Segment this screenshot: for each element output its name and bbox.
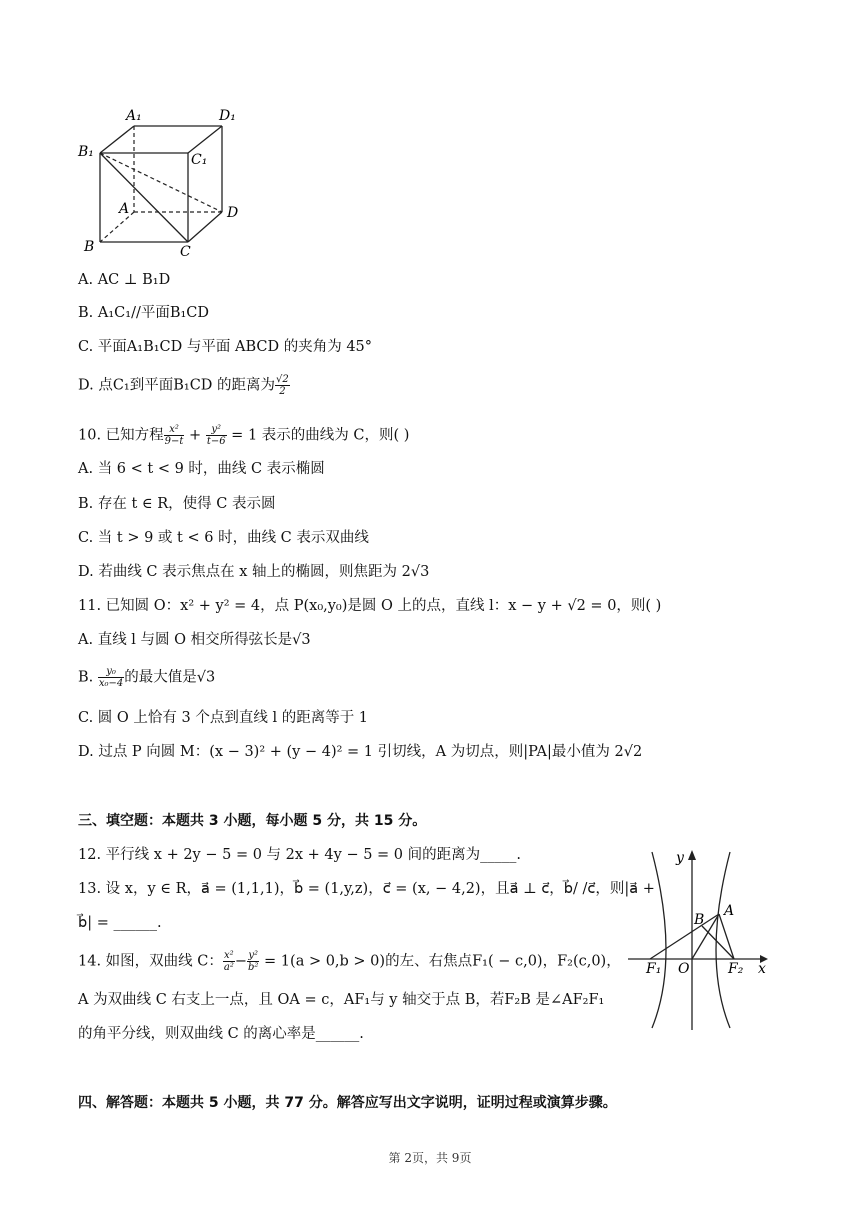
label-F2: F₂ (728, 961, 744, 977)
fraction-denominator: b² (248, 962, 259, 973)
q11-option-b-suffix: 的最大值是√3 (124, 669, 216, 686)
q11-stem: 11. 已知圆 O：x² + y² = 4，点 P(x₀,y₀)是圆 O 上的点，直线 l：x − y + √2 = 0，则( ) (78, 598, 662, 614)
fraction (164, 424, 185, 447)
fraction-numerator: y₀ (98, 666, 124, 678)
fraction-denominator: x₀−4 (98, 678, 124, 689)
q9-option-c: C. 平面A₁B₁CD 与平面 ABCD 的夹角为 45° (78, 339, 373, 355)
fraction-denominator: a² (223, 962, 234, 973)
plus-sign: + (189, 427, 202, 444)
label-D: D (227, 205, 239, 221)
q10-option-a: A. 当 6 < t < 9 时，曲线 C 表示椭圆 (78, 461, 325, 477)
label-C: C (180, 244, 191, 260)
fraction-numerator: √2 (276, 374, 289, 385)
q11-option-d: D. 过点 P 向圆 M：(x − 3)² + (y − 4)² = 1 引切线，A 为切点，则|PA|最小值为 2√2 (78, 744, 643, 760)
label-y-axis: y (676, 850, 684, 866)
fraction-denominator: 2 (279, 386, 286, 397)
q14-line3: 的角平分线，则双曲线 C 的离心率是______. (78, 1026, 364, 1042)
q9-option-d-text: D. 点C₁到平面B₁CD 的距离为 (78, 377, 276, 394)
q14-prefix: 14. 如图，双曲线 C： (78, 953, 223, 970)
label-point-A: A (724, 903, 735, 919)
q11-option-a: A. 直线 l 与圆 O 相交所得弦长是√3 (78, 632, 311, 648)
q14-line2: A 为双曲线 C 右支上一点，且 OA = c，AF₁与 y 轴交于点 B，若F₂B 是∠AF₂F₁ (78, 992, 605, 1008)
minus-sign: − (234, 953, 248, 970)
q9-option-b: B. A₁C₁//平面B₁CD (78, 305, 210, 321)
fraction (206, 424, 227, 447)
fraction (247, 950, 259, 973)
label-F1: F₁ (646, 961, 662, 977)
q10-stem-prefix: 10. 已知方程 (78, 427, 164, 444)
fraction (98, 666, 124, 689)
q14-line1 (78, 950, 621, 973)
q11-option-c: C. 圆 O 上恰有 3 个点到直线 l 的距离等于 1 (78, 710, 369, 726)
fraction-denominator: t−6 (206, 436, 226, 447)
q10-option-b: B. 存在 t ∈ R，使得 C 表示圆 (78, 496, 276, 512)
fraction-denominator: 9−t (164, 436, 184, 447)
label-origin-O: O (678, 961, 690, 977)
q10-option-c: C. 当 t > 9 或 t < 6 时，曲线 C 表示双曲线 (78, 530, 369, 546)
fraction-numerator: y² (206, 424, 227, 436)
q13-line2: b⃗| = ______. (78, 915, 162, 931)
fraction (275, 374, 290, 397)
section-3-heading: 三、填空题：本题共 3 小题，每小题 5 分，共 15 分。 (78, 813, 427, 829)
q9-option-a: A. AC ⊥ B₁D (78, 272, 171, 288)
label-A1: A₁ (126, 108, 142, 124)
label-x-axis: x (758, 961, 766, 977)
q13-line1: 13. 设 x，y ∈ R，a⃗ = (1,1,1)，b⃗ = (1,y,z)，c⃗ = (x, − 4,2)，且a⃗ ⊥ c⃗，b⃗/ /c⃗，则|a⃗ + (78, 881, 655, 897)
fraction-numerator: x² (224, 950, 234, 961)
fraction-numerator: x² (164, 424, 185, 436)
q11-option-b (78, 666, 215, 689)
q11-option-b-prefix: B. (78, 669, 98, 686)
label-C1: C₁ (191, 152, 208, 168)
fraction-numerator: y² (248, 950, 259, 961)
q10-stem-suffix: = 1 表示的曲线为 C，则( ) (226, 427, 410, 444)
q14-suffix: = 1(a > 0,b > 0)的左、右焦点F₁( − c,0)，F₂(c,0)， (259, 953, 621, 970)
label-B: B (84, 239, 95, 255)
section-4-heading: 四、解答题：本题共 5 小题，共 77 分。解答应写出文字说明，证明过程或演算步骤。 (78, 1095, 617, 1111)
label-D1: D₁ (219, 108, 236, 124)
label-point-B: B (694, 912, 705, 928)
cube-figure (74, 100, 254, 260)
q10-stem (78, 424, 409, 447)
label-B1: B₁ (78, 144, 94, 160)
q9-option-d (78, 374, 290, 397)
q12-stem: 12. 平行线 x + 2y − 5 = 0 与 2x + 4y − 5 = 0 间的距离为_____. (78, 847, 521, 863)
label-A: A (119, 201, 130, 217)
hyperbola-figure (622, 842, 778, 1032)
page-footer: 第 2页，共 9页 (388, 1151, 472, 1165)
q10-option-d: D. 若曲线 C 表示焦点在 x 轴上的椭圆，则焦距为 2√3 (78, 564, 430, 580)
fraction (223, 950, 235, 973)
